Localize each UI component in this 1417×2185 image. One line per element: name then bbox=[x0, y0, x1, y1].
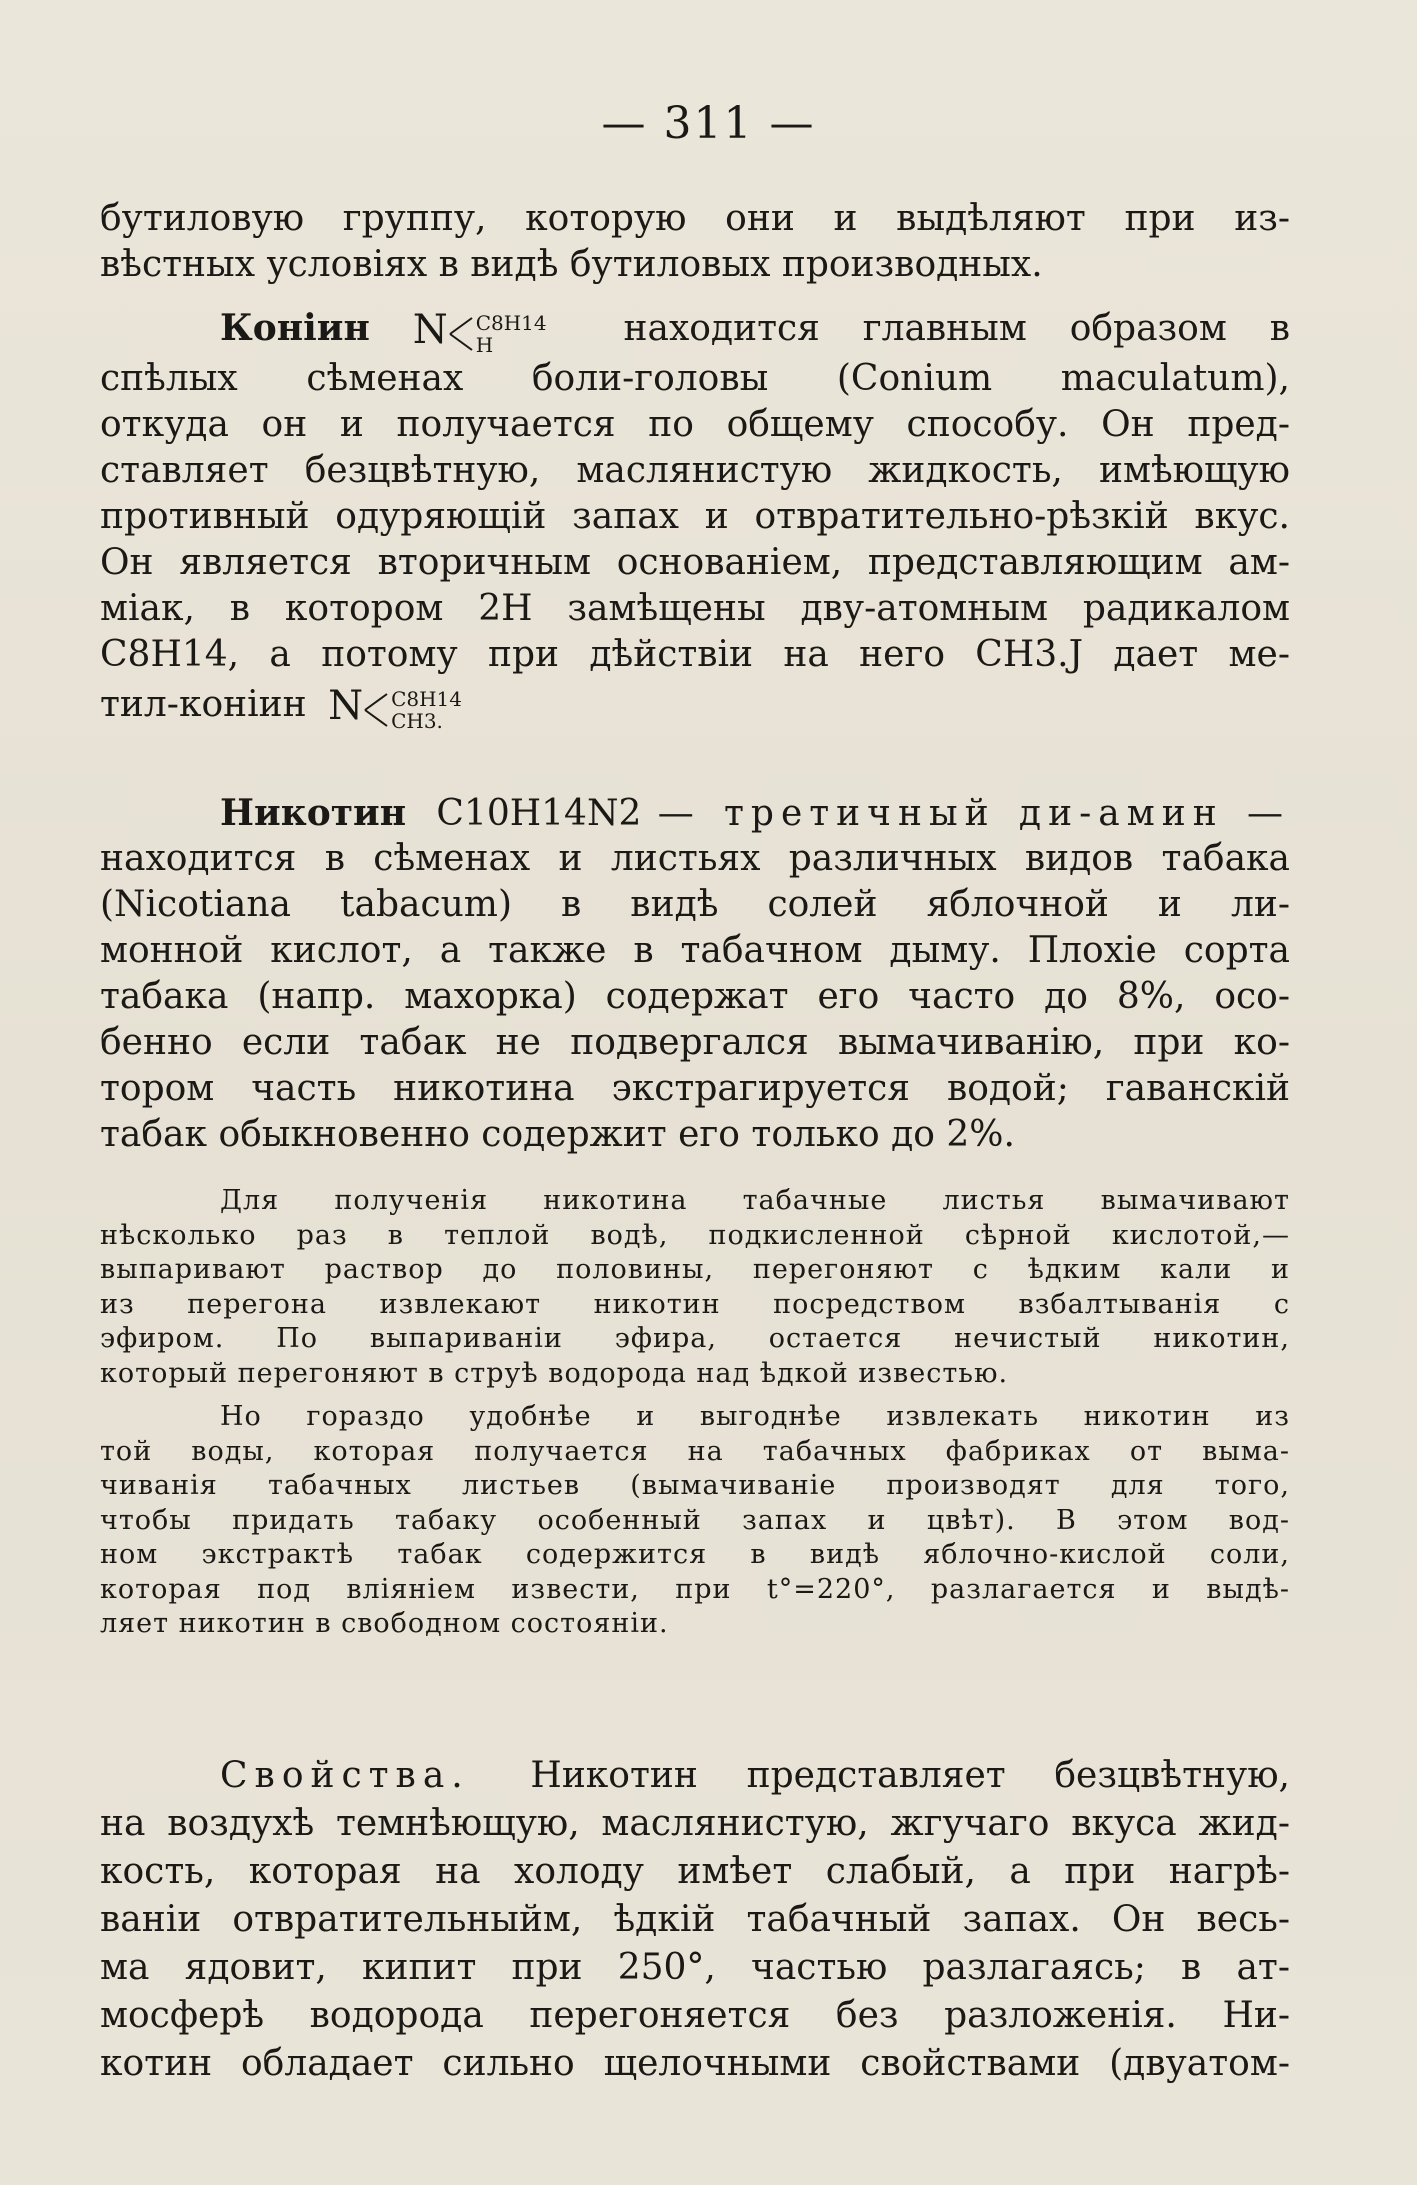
small-text-line: Для полученія никотина табачные листья вымачивают bbox=[220, 1185, 1290, 1216]
formula-nitrogen: N bbox=[412, 307, 448, 353]
text-line: C8H14, а потому при дѣйствіи на него CH3.J дает ме- bbox=[100, 634, 1290, 675]
text-line: мосферѣ водорода перегоняется без разложенія. Ни- bbox=[100, 1995, 1290, 2036]
small-text-line: выпаривают раствор до половины, перегоняют с ѣдким кали и bbox=[100, 1254, 1290, 1285]
text-line: табак обыкновенно содержит его только до 2%. bbox=[100, 1114, 1015, 1155]
properties-heading-line bbox=[100, 1752, 1290, 1800]
nicotine-first-line-rest: — третичный ди-амин — bbox=[657, 793, 1290, 834]
paragraph-butyl bbox=[100, 196, 1290, 288]
formula-bond-lines bbox=[363, 690, 389, 730]
nicotine-title: Никотин bbox=[220, 792, 407, 834]
text-line: бутиловую группу, которую они и выдѣляют при из- bbox=[100, 198, 1290, 239]
text-line: Он является вторичным основаніем, представляющим ам- bbox=[100, 542, 1290, 583]
small-paragraph-preparation bbox=[100, 1184, 1290, 1391]
small-text-line: ляет никотин в свободном состояніи. bbox=[100, 1608, 669, 1639]
text-line: на воздухѣ темнѣющую, маслянистую, жгучаго вкуса жид- bbox=[100, 1803, 1290, 1844]
formula-bond-lines bbox=[448, 314, 474, 354]
text-line: табака (напр. махорка) содержат его часто до 8%, осо- bbox=[100, 976, 1290, 1017]
nicotine-formula: C10H14N2 bbox=[436, 793, 642, 834]
page-number: — 311 — bbox=[601, 98, 816, 149]
methyl-coniine-line bbox=[100, 678, 1290, 732]
text-line: монной кислот, а также в табачном дыму. Плохіе сорта bbox=[100, 930, 1290, 971]
small-text-line: нѣсколько раз в теплой водѣ, подкисленной сѣрной кислотой,— bbox=[100, 1219, 1290, 1251]
small-text-line: Но гораздо удобнѣе и выгоднѣе извлекать никотин из bbox=[220, 1401, 1290, 1432]
text-line: бенно если табак не подвергался вымачиванію, при ко- bbox=[100, 1022, 1290, 1063]
methyl-coniine-formula bbox=[328, 679, 462, 735]
text-line: спѣлых сѣменах боли-головы (Conium maculatum), bbox=[100, 358, 1290, 399]
small-text-line: которая под вліяніем извести, при t°=220°, разлагается и выдѣ- bbox=[100, 1573, 1290, 1605]
small-text-line: той воды, которая получается на табачных фабриках от выма- bbox=[100, 1435, 1290, 1467]
formula-bottom: CH3. bbox=[391, 709, 443, 733]
small-paragraph-extraction bbox=[100, 1400, 1290, 1642]
text-line: откуда он и получается по общему способу. Он пред- bbox=[100, 404, 1290, 445]
text-line: (Nicotiana tabacum) в видѣ солей яблочной и ли- bbox=[100, 884, 1290, 925]
formula-nitrogen: N bbox=[328, 683, 364, 729]
small-text-line: из перегона извлекают никотин посредством взбалтыванія с bbox=[100, 1288, 1290, 1320]
text-line: ма ядовит, кипит при 250°, частью разлагаясь; в ат- bbox=[100, 1947, 1290, 1988]
properties-first-line-rest: Никотин представляет безцвѣтную, bbox=[530, 1755, 1290, 1796]
formula-top: C8H14 bbox=[475, 311, 547, 335]
coniine-title: Коніин bbox=[220, 307, 370, 349]
small-text-line: который перегоняют в струѣ водорода над ѣдкой известью. bbox=[100, 1357, 1009, 1389]
formula-top: C8H14 bbox=[391, 687, 462, 711]
paragraph-properties bbox=[100, 1752, 1290, 2088]
coniine-formula bbox=[413, 302, 547, 360]
small-text-line: чтобы придать табаку особенный запах и цвѣт). В этом вод- bbox=[100, 1504, 1290, 1536]
text-line: тором часть никотина экстрагируется водой; гаванскій bbox=[100, 1068, 1290, 1109]
small-text-line: ном экстрактѣ табак содержится в видѣ яблочно-кислой соли, bbox=[100, 1539, 1290, 1570]
small-text-line: эфиром. По выпариваніи эфира, остается нечистый никотин, bbox=[100, 1323, 1290, 1354]
coniine-heading-line bbox=[100, 300, 1290, 356]
text-line: кость, которая на холоду имѣет слабый, а при нагрѣ- bbox=[100, 1851, 1290, 1892]
text-line: противный одуряющій запах и отвратительно-рѣзкій вкус. bbox=[100, 496, 1290, 537]
paragraph-nicotine bbox=[100, 790, 1290, 1158]
formula-bottom: H bbox=[475, 333, 494, 357]
text-line: вѣстных условіях в видѣ бутиловых производных. bbox=[100, 244, 1043, 285]
text-line: котин обладает сильно щелочными свойствами (двуатом- bbox=[100, 2043, 1290, 2084]
paragraph-coniine bbox=[100, 300, 1290, 732]
small-text-line: чиванія табачных листьев (вымачиваніе производят для того, bbox=[100, 1470, 1290, 1501]
text-line: міак, в котором 2Н замѣщены дву-атомным радикалом bbox=[100, 588, 1290, 629]
text-line: находится в сѣменах и листьях различных видов табака bbox=[100, 838, 1290, 879]
methyl-coniine-prefix: тил-коніин bbox=[100, 684, 307, 725]
text-line: ваніи отвратительныйм, ѣдкій табачный запах. Он весь- bbox=[100, 1899, 1290, 1940]
coniine-first-line-rest: находится главным образом в bbox=[623, 308, 1290, 349]
text-line: ставляет безцвѣтную, маслянистую жидкость, имѣющую bbox=[100, 450, 1290, 491]
properties-spaced-word: Свойства. bbox=[220, 1755, 470, 1796]
nicotine-heading-line bbox=[100, 790, 1290, 836]
